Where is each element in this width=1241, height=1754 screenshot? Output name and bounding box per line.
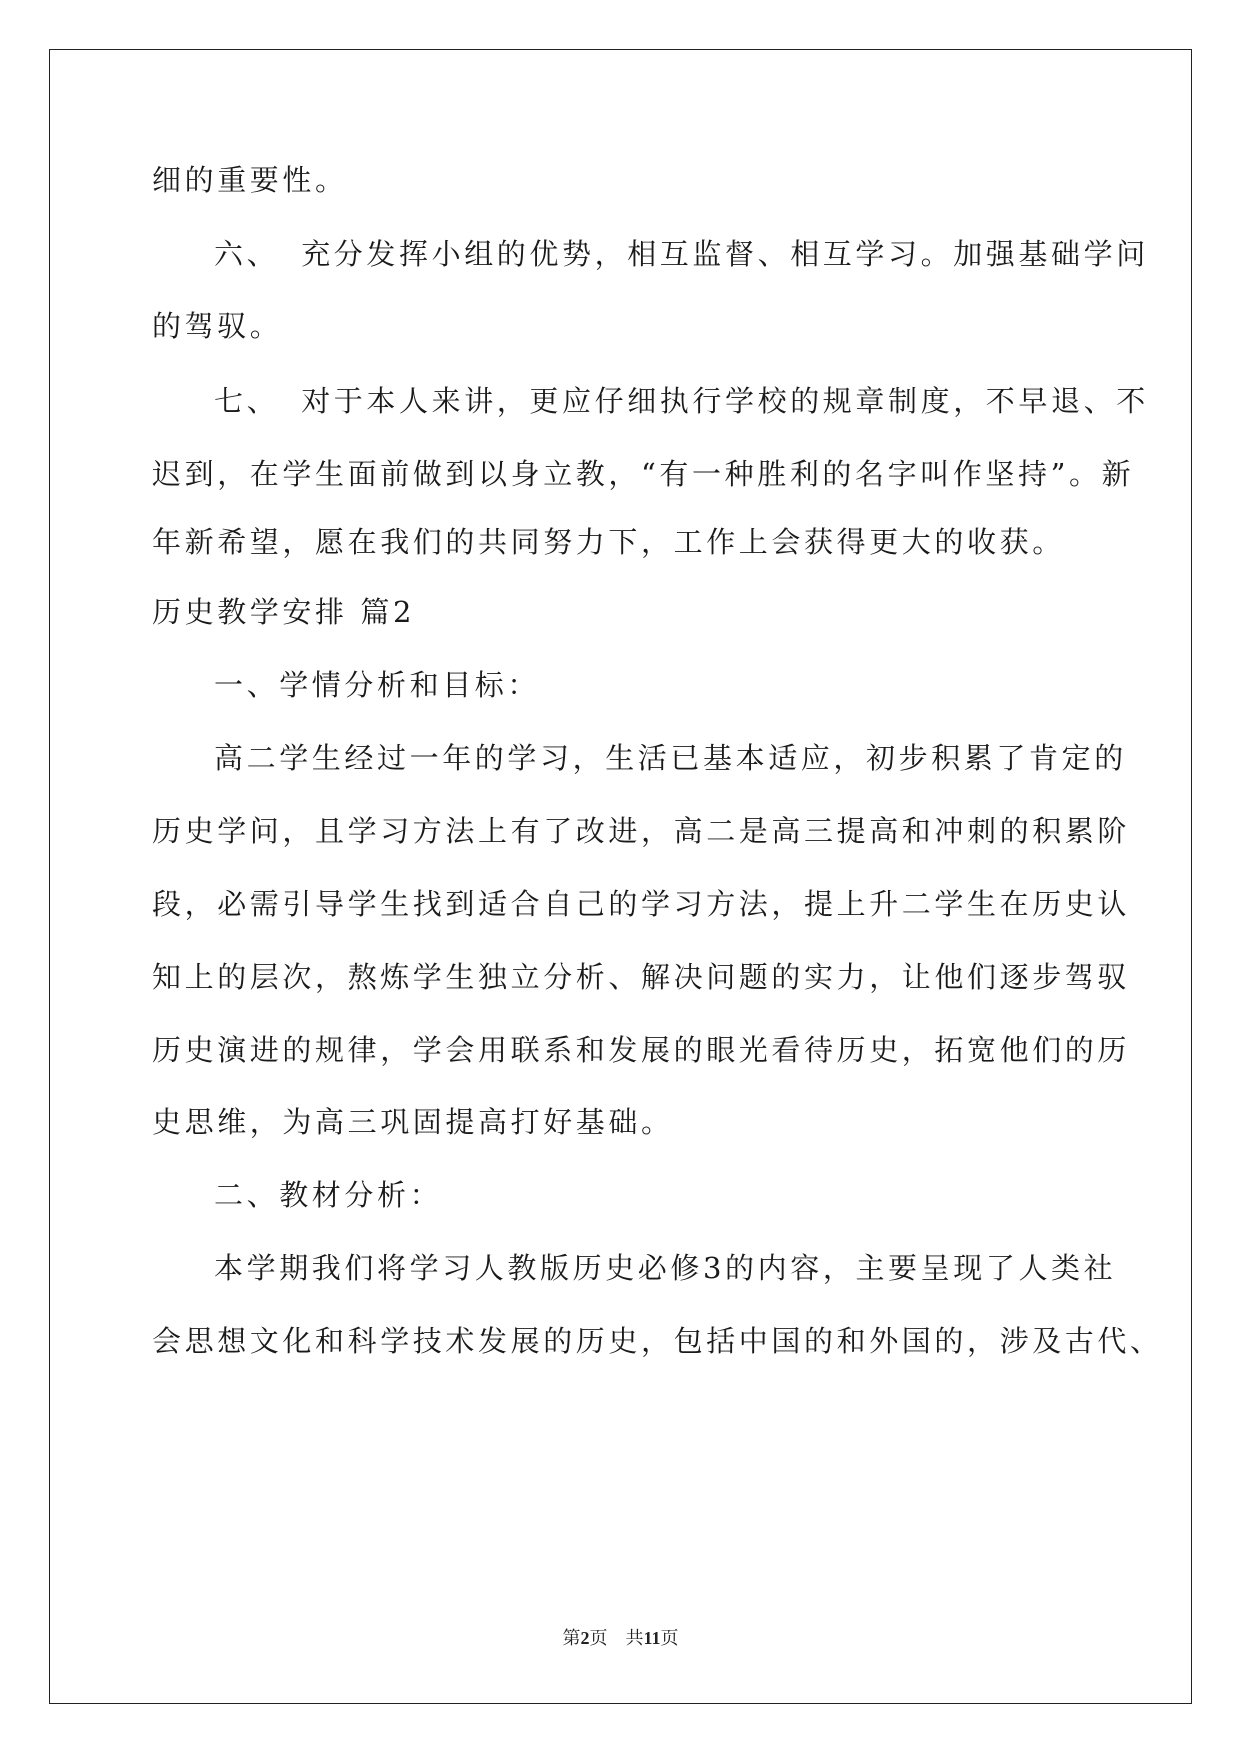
page-border [49, 49, 1192, 1704]
list-marker: 六、 [214, 237, 280, 271]
list-item-seven [214, 381, 1149, 421]
footer-prefix: 第 [562, 1628, 581, 1648]
section-heading: 历史教学安排 篇2 [152, 595, 416, 629]
text-line: 的驾驭。 [152, 309, 283, 343]
page-footer [0, 1624, 1241, 1650]
total-pages: 11 [643, 1628, 661, 1648]
text-line: 充分发挥小组的优势，相互监督、相互学习。加强基础学问 [301, 237, 1149, 271]
text-line: 会思想文化和科学技术发展的历史，包括中国的和外国的，涉及古代、 [152, 1324, 1163, 1358]
text-line: 历史学问，且学习方法上有了改进，高二是高三提高和冲刺的积累阶 [152, 814, 1131, 848]
text-line: 迟到，在学生面前做到以身立教，“有一种胜利的名字叫作坚持”。新 [152, 457, 1135, 491]
list-item-six [214, 234, 1149, 274]
subheading: 二、教材分析： [214, 1178, 443, 1212]
text-line: 历史演进的规律，学会用联系和发展的眼光看待历史，拓宽他们的历 [152, 1033, 1131, 1067]
text-line: 史思维，为高三巩固提高打好基础。 [152, 1105, 674, 1139]
text-line: 知上的层次，熬炼学生独立分析、解决问题的实力，让他们逐步驾驭 [152, 960, 1131, 994]
text-line: 细的重要性。 [152, 163, 348, 197]
footer-total-unit: 页 [660, 1628, 679, 1648]
footer-page-unit: 页 [589, 1628, 608, 1648]
text-line: 段，必需引导学生找到适合自己的学习方法，提上升二学生在历史认 [152, 887, 1131, 921]
text-line: 本学期我们将学习人教版历史必修3的内容，主要呈现了人类社 [214, 1251, 1117, 1285]
page-number: 2 [580, 1628, 590, 1648]
text-line: 年新希望，愿在我们的共同努力下，工作上会获得更大的收获。 [152, 525, 1065, 559]
footer-total-prefix: 共 [625, 1628, 644, 1648]
text-line: 高二学生经过一年的学习，生活已基本适应，初步积累了肯定的 [214, 741, 1127, 775]
list-marker: 七、 [214, 384, 280, 418]
text-line: 对于本人来讲，更应仔细执行学校的规章制度，不早退、不 [301, 384, 1149, 418]
subheading: 一、学情分析和目标： [214, 668, 541, 702]
